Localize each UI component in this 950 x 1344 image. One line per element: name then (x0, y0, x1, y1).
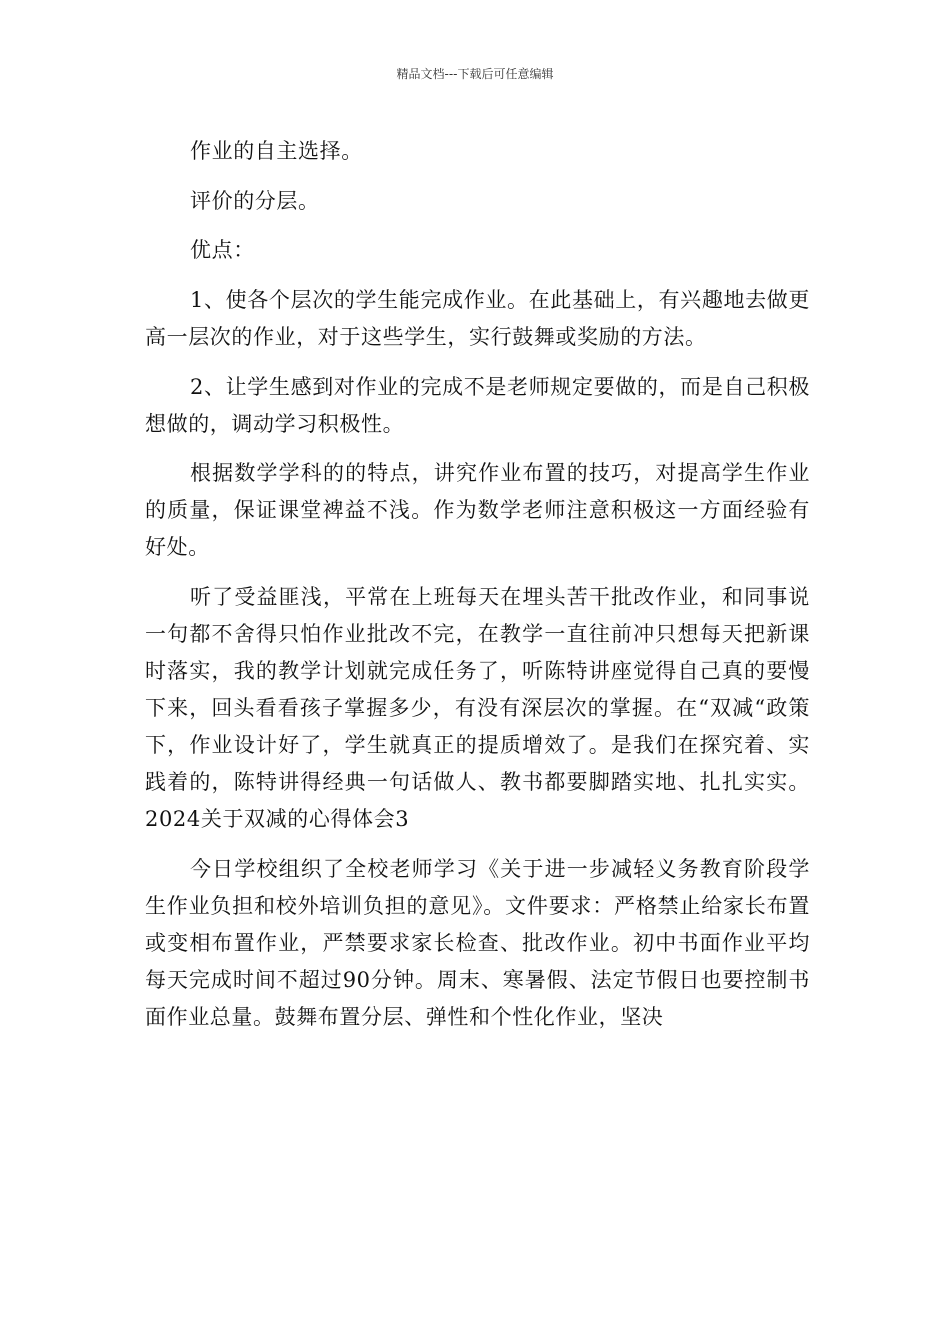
paragraph-advantage-2: 2、让学生感到对作业的完成不是老师规定要做的，而是自己积极想做的，调动学习积极性。 (145, 374, 810, 436)
paragraph-advantages-heading: 优点： (190, 238, 255, 263)
document-body (145, 133, 810, 1049)
page-header: 精品文档---下载后可任意编辑 (396, 67, 554, 81)
paragraph-homework-choice: 作业的自主选择。 (190, 139, 363, 163)
paragraph-advantage-1: 1、使各个层次的学生能完成作业。在此基础上，有兴趣地去做更高一层次的作业，对于这些学生，实行鼓舞或奖励的方法。 (145, 288, 810, 350)
paragraph-reflection: 听了受益匪浅，平常在上班每天在埋头苦干批改作业，和同事说一句都不舍得只怕作业批改不完，在教学一直往前冲只想每天把新课时落实，我的教学计划就完成任务了，听陈特讲座觉得自己真的要慢下来，回头看看孩子掌握多少，有没有深层次的掌握。在“双减“政策下，作业设计好了，学生就真正的提质增效了。是我们在探究着、实践着的，陈特讲得经典一句话做人、教书都要脚踏实地、扎扎实实。2024关于双减的心得体会3 (145, 585, 810, 832)
paragraph-math-characteristics: 根据数学学科的的特点，讲究作业布置的技巧，对提高学生作业的质量，保证课堂裨益不浅。作为数学老师注意积极这一方面经验有好处。 (145, 461, 810, 560)
paragraph-policy-study: 今日学校组织了全校老师学习《关于进一步减轻义务教育阶段学生作业负担和校外培训负担的意见》。文件要求：严格禁止给家长布置或变相布置作业，严禁要求家长检查、批改作业。初中书面作业平均每天完成时间不超过90分钟。周末、寒暑假、法定节假日也要控制书面作业总量。鼓舞布置分层、弹性和个性化作业，坚决 (145, 856, 810, 1029)
paragraph-evaluation-layering: 评价的分层。 (190, 188, 320, 213)
